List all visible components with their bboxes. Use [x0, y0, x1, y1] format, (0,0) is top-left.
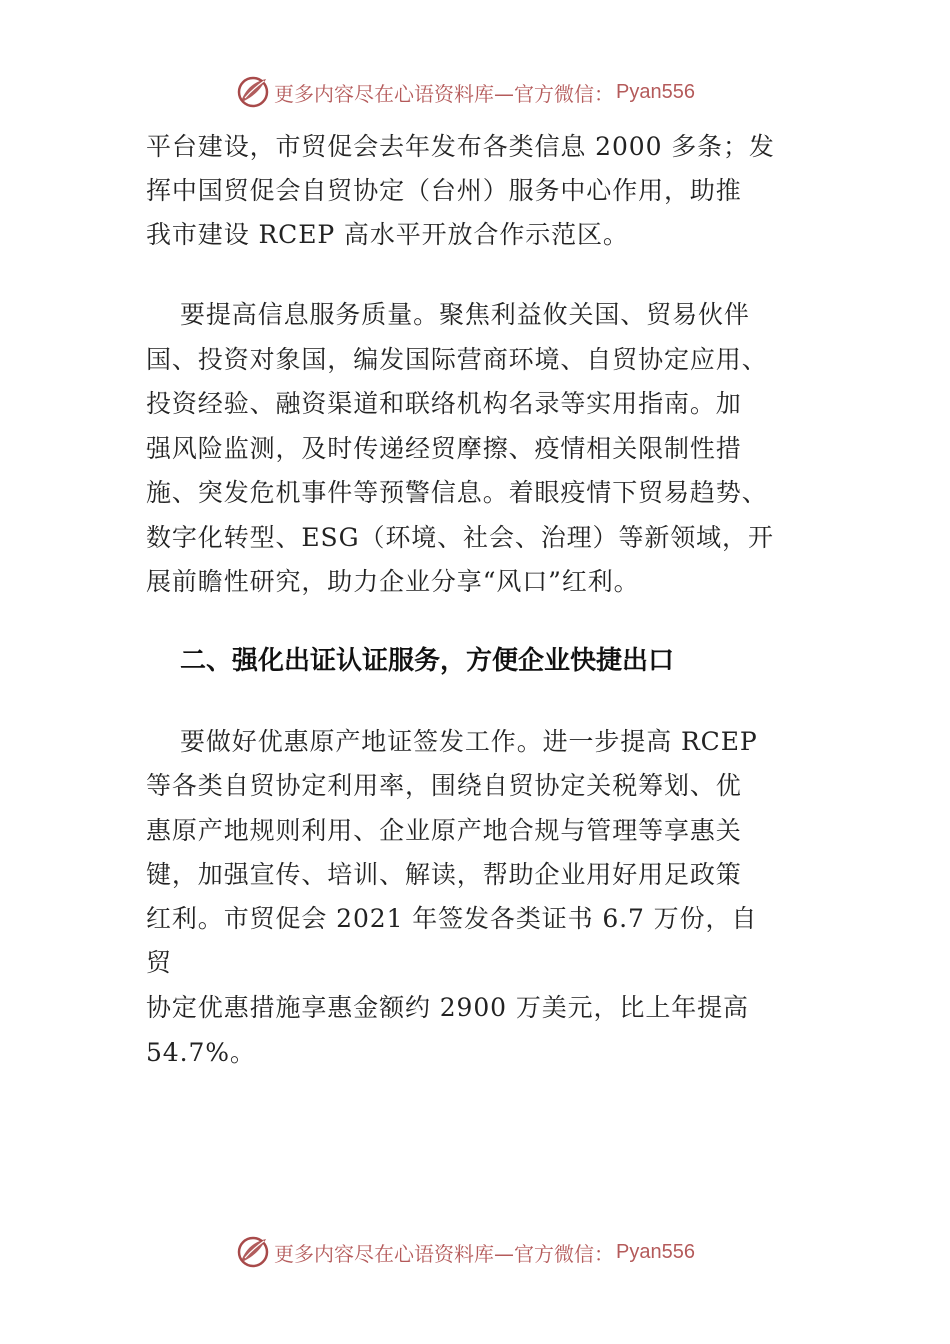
text-line: 投资经验、融资渠道和联络机构名录等实用指南。加: [146, 389, 742, 418]
footer-banner: [236, 1234, 695, 1270]
text-line: 平台建设，市贸促会去年发布各类信息 2000 多条；发: [146, 132, 775, 161]
header-banner: [236, 74, 695, 110]
wechat-id: Pyan556: [616, 1240, 695, 1263]
text-line: 等各类自贸协定利用率，围绕自贸协定关税筹划、优: [146, 771, 742, 800]
leaf-seal-logo-icon: [236, 75, 270, 109]
text-line: 惠原产地规则利用、企业原产地合规与管理等享惠关: [146, 816, 742, 845]
text-line: 强风险监测，及时传递经贸摩擦、疫情相关限制性措: [146, 434, 742, 463]
text-line: 施、突发危机事件等预警信息。着眼疫情下贸易趋势、: [146, 478, 768, 507]
text-line: 54.7%。: [146, 1038, 256, 1067]
text-line: 要提高信息服务质量。聚焦利益攸关国、贸易伙伴: [180, 300, 750, 329]
text-line: 数字化转型、ESG（环境、社会、治理）等新领域，开: [146, 523, 774, 552]
text-line: 贸: [146, 948, 172, 977]
section-heading: 二、强化出证认证服务，方便企业快捷出口: [180, 646, 675, 676]
leaf-seal-logo-icon: [236, 1235, 270, 1269]
wechat-id: Pyan556: [616, 80, 695, 103]
text-line: 红利。市贸促会 2021 年签发各类证书 6.7 万份，自: [146, 904, 758, 933]
text-line: 国、投资对象国，编发国际营商环境、自贸协定应用、: [146, 345, 768, 374]
banner-text: 更多内容尽在心语资料库—官方微信：: [274, 81, 614, 106]
text-line: 展前瞻性研究，助力企业分享“风口”红利。: [146, 567, 640, 596]
text-line: 要做好优惠原产地证签发工作。进一步提高 RCEP: [180, 727, 758, 756]
text-line: 挥中国贸促会自贸协定（台州）服务中心作用，助推: [146, 176, 742, 205]
text-line: 键，加强宣传、培训、解读，帮助企业用好用足政策: [146, 860, 742, 889]
text-line: 我市建设 RCEP 高水平开放合作示范区。: [146, 220, 629, 249]
text-line: 协定优惠措施享惠金额约 2900 万美元，比上年提高: [146, 993, 749, 1022]
banner-text: 更多内容尽在心语资料库—官方微信：: [274, 1241, 614, 1266]
